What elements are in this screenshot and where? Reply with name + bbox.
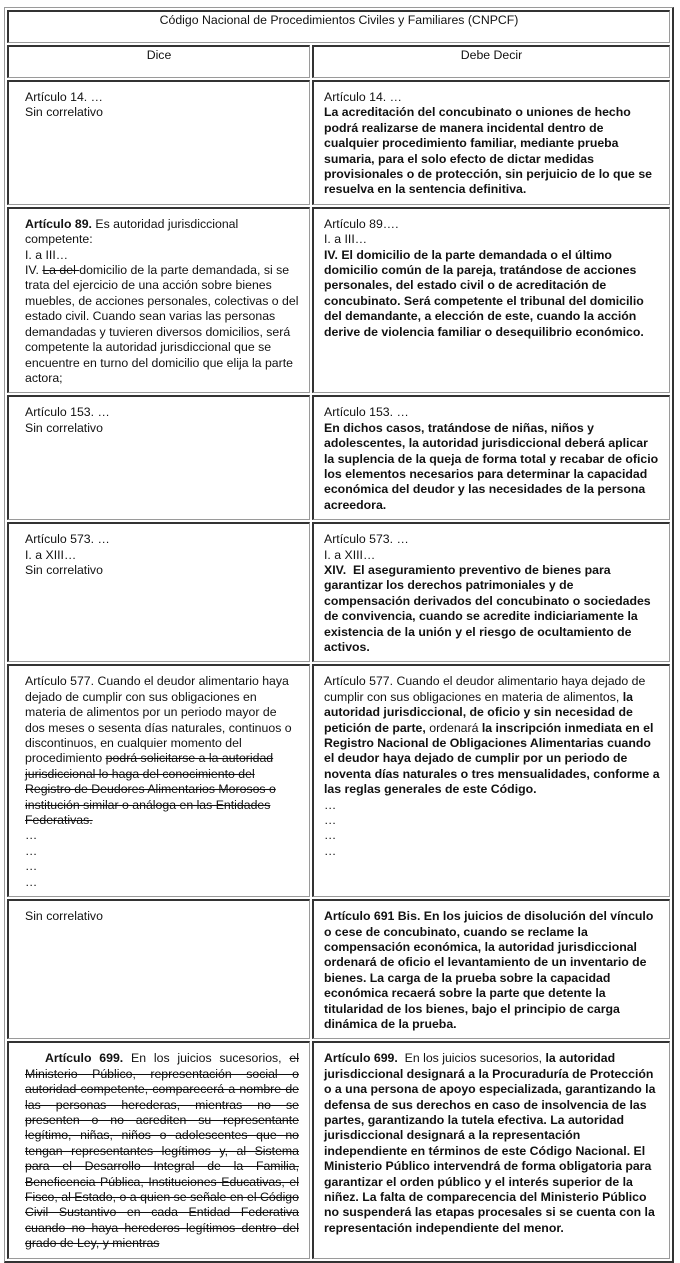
deleted-text: podrá solicitarse a la autoridad jurisdiccional lo haga del conocimiento del Registro de Deudores Alimentarios Morosos o institución similar o análoga en las Entidades Federativas. <box>25 751 276 828</box>
comparison-table <box>4 7 674 1263</box>
ellipsis: … <box>25 859 38 874</box>
column-header-debe-decir: Debe Decir <box>312 45 670 78</box>
article-text: ordenará <box>425 720 482 735</box>
article-text: Artículo 577. Cuando el deudor alimentario haya dejado de cumplir con sus obligaciones en materia de alimentos, <box>324 674 646 704</box>
article-heading: Artículo 89. <box>25 216 92 231</box>
added-text: Artículo 691 Bis. En los juicios de disolución del vínculo o cese de concubinato, cuando se reclame la compensación económica, la autoridad jurisdiccional ordenará de oficio el levantamiento de un inventario de bienes. La carga de la prueba sobre la capacidad económica recaerá sobre la parte que detente la titularidad de los bienes, bajo el principio de carga dinámica de la prueba. <box>324 909 654 1031</box>
article-heading: Artículo 699. <box>324 1051 398 1066</box>
added-text: la autoridad jurisdiccional, de oficio y sin necesidad de petición de parte, <box>324 689 633 735</box>
article-heading: Artículo 153. … <box>25 405 110 420</box>
article-text: Es autoridad jurisdiccional competente: <box>25 216 239 247</box>
table-row-article-14 <box>7 80 670 205</box>
article-heading: Artículo 14. … <box>324 90 402 104</box>
table-row-article-153 <box>7 395 670 520</box>
article-heading: Artículo 699. <box>45 1051 124 1066</box>
debe-decir-cell <box>312 80 670 205</box>
deleted-text: La del <box>42 263 80 278</box>
added-text: la autoridad jurisdiccional designará a la Procuraduría de Protección o a una persona de apoyo especializada, garantizando la defensa de sus derechos en caso de insolvencia de las partes, garantizando la tutela efectiva. La autoridad jurisdiccional designará a la representación independiente en términos de este Código Nacional. El Ministerio Público intervendrá de forma obligatoria para garantizar el orden público y el interés superior de la niñez. La falta de comparecencia del Ministerio Público no suspenderá las etapas procesales si se cuenta con la representación independiente del menor. <box>324 1051 659 1235</box>
ellipsis: … <box>324 843 337 858</box>
dice-cell <box>7 1041 310 1258</box>
debe-decir-cell <box>312 899 670 1039</box>
table-row-article-577 <box>7 664 670 897</box>
article-text: En los juicios sucesorios, <box>123 1051 290 1066</box>
added-text: XIV. El aseguramiento preventivo de bienes para garantizar los derechos patrimoniales y de compensación derivados del concubinato o sociedades de convivencia, cuando se acredite indiciariamente la existencia de la unión y el riesgo de ocultamiento de activos. <box>324 562 655 654</box>
debe-decir-cell <box>312 1041 670 1258</box>
dice-cell <box>7 395 310 520</box>
fraction-label: IV. <box>25 263 43 278</box>
column-header-dice: Dice <box>7 45 310 78</box>
table-row-article-691-bis <box>7 899 670 1039</box>
table-row-article-573 <box>7 522 670 662</box>
article-text: domicilio de la parte demandada, si se trata del ejercicio de una acción sobre bienes muebles, de acciones personales, colectivas o del estado civil. Cuando sean varias las personas demandadas y tuvieren diversos domicilios, será competente la autoridad jurisdiccional que se encuentre en turno del domicilio que elija la parte actora; <box>25 263 299 385</box>
debe-decir-cell <box>312 207 670 393</box>
article-text: Artículo 577. Cuando el deudor alimentario haya dejado de cumplir con sus obligaciones en materia de alimentos por un periodo mayor de dos meses o sesenta días naturales, continuos o discontinuos, en cualquier momento del procedimiento <box>25 674 292 766</box>
dice-cell <box>7 664 310 897</box>
ellipsis: … <box>25 843 38 858</box>
added-text: IV. El domicilio de la parte demandada o el último domicilio común de la pareja, tratándose de acciones personales, del estado civil o de acreditación de concubinato. Será competente el tribunal del domicilio del demandante, a elección de este, cuando la acción derive de violencia familiar o desequilibrio económico. <box>324 247 644 339</box>
table-row-article-89 <box>7 207 670 393</box>
added-text: la inscripción inmediata en el Registro Nacional de Obligaciones Alimentarias cuando el deudor haya dejado de cumplir por un periodo de noventa días naturales o tres mensualidades, conforme a las reglas generales de este Código. <box>324 720 660 797</box>
no-correlative-text: Sin correlativo <box>25 909 103 924</box>
fractions-text: I. a III… <box>25 247 69 262</box>
ellipsis: … <box>25 828 38 843</box>
deleted-text: el Ministerio Público, representación social o autoridad competente, comparecerá a nombre de las personas herederas, mientras no se presenten o no acrediten su representante legítimo, niñas, niños o adolescentes que no tengan representantes legítimos y, al Sistema para el Desarrollo Integral de la Familia, Beneficencia Pública, Instituciones Educativas, el Fisco, al Estado, o a quien se señale en el Código Civil Sustantivo en cada Entidad Federativa cuando no haya herederos legítimos dentro del grado de Ley, y mientras <box>25 1051 299 1251</box>
debe-decir-cell <box>312 664 670 897</box>
article-text: En los juicios sucesorios, <box>397 1051 546 1066</box>
article-heading: Artículo 573. … <box>25 532 110 547</box>
no-correlative-text: Sin correlativo <box>25 562 103 577</box>
no-correlative-text: Sin correlativo <box>25 420 103 435</box>
fractions-text: I. a XIII… <box>324 547 376 562</box>
ellipsis: … <box>324 828 337 843</box>
table-title: Código Nacional de Procedimientos Civiles y Familiares (CNPCF) <box>7 10 670 43</box>
article-heading: Artículo 153. … <box>324 405 409 420</box>
dice-cell <box>7 207 310 393</box>
dice-cell <box>7 80 310 205</box>
added-text: La acreditación del concubinato o uniones de hecho podrá realizarse de manera incidental dentro de cualquier procedimiento familiar, mediante prueba sumaria, para el solo efecto de dictar medidas provisionales o de protección, sin perjuicio de lo que se resuelva en la sentencia definitiva. <box>324 105 652 197</box>
fractions-text: I. a XIII… <box>25 547 77 562</box>
ellipsis: … <box>324 813 337 828</box>
article-heading: Artículo 14. … <box>25 90 103 104</box>
article-heading: Artículo 89…. <box>324 216 399 231</box>
no-correlative-text: Sin correlativo <box>25 105 103 120</box>
table-row-article-699 <box>7 1041 670 1258</box>
ellipsis: … <box>25 874 38 889</box>
added-text: En dichos casos, tratándose de niñas, niños y adolescentes, la autoridad jurisdiccional deberá aplicar la suplencia de la queja de forma total y recabar de oficio los elementos necesarios para determinar la capacidad económica del deudor y las necesidades de la persona acreedora. <box>324 420 659 512</box>
fractions-text: I. a III… <box>324 232 368 247</box>
ellipsis: … <box>324 797 337 812</box>
debe-decir-cell <box>312 522 670 662</box>
dice-cell <box>7 522 310 662</box>
dice-cell <box>7 899 310 1039</box>
article-heading: Artículo 573. … <box>324 532 409 547</box>
debe-decir-cell <box>312 395 670 520</box>
